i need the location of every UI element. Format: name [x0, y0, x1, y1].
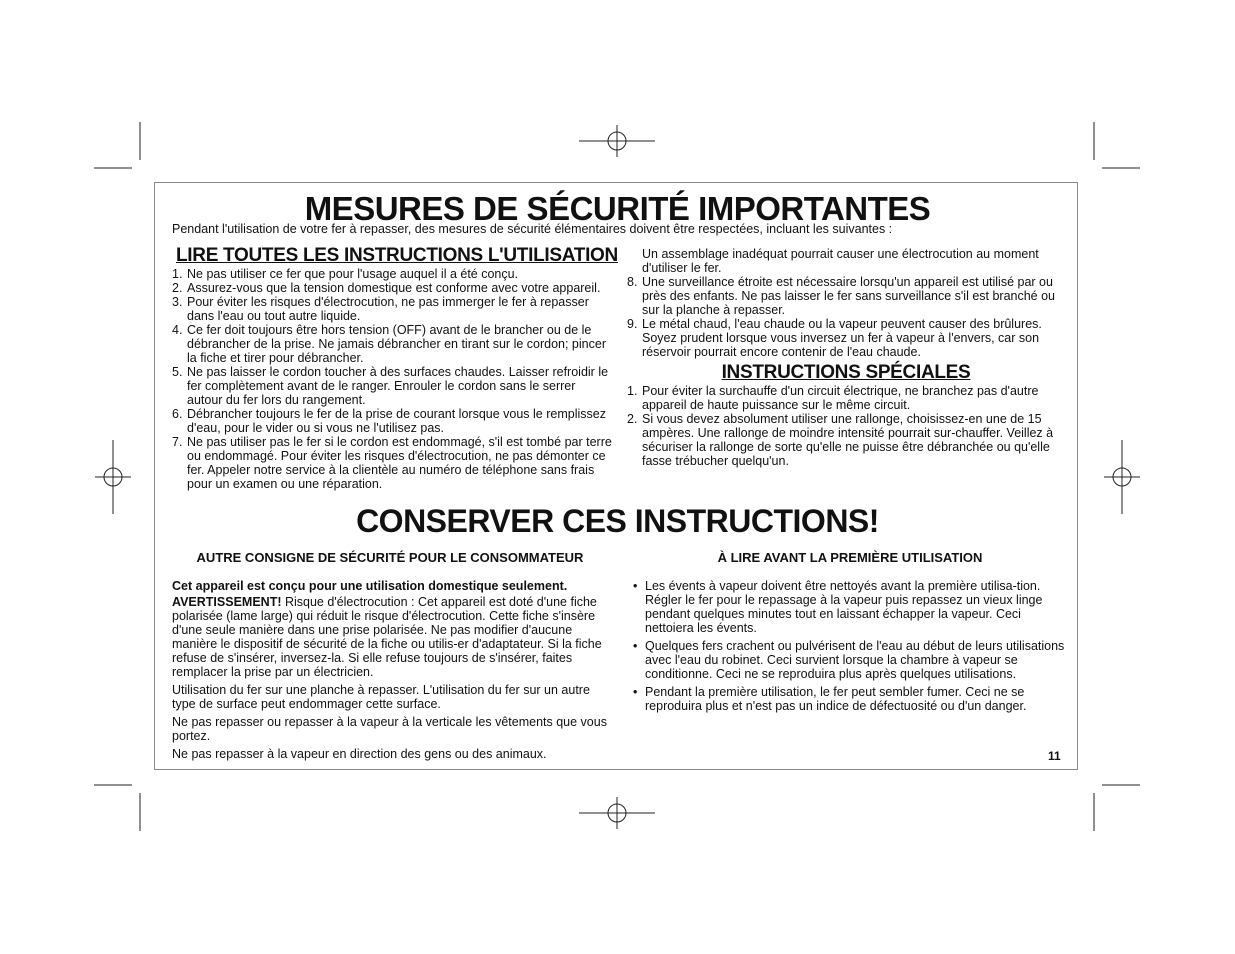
read-instructions-heading: LIRE TOUTES LES INSTRUCTIONS L'UTILISATION	[176, 245, 618, 266]
first-use-heading: À LIRE AVANT LA PREMIÈRE UTILISATION	[717, 550, 983, 565]
list-item: 9. Le métal chaud, l'eau chaude ou la vapeur peuvent causer des brûlures. Soyez prudent lorsque vous inversez un fer à vapeur à l'envers, car son réservoir pourrait encore contenir de l'eau chaude.	[627, 317, 1042, 359]
crop-mark-bottom-right	[1094, 785, 1140, 831]
list-item: • Quelques fers crachent ou pulvérisent de l'eau au début de leurs utilisations avec l'eau du robinet. Ceci survient lorsque la chambre à vapeur se conditionne. Ceci ne se reproduira plus après quelques utilisations.	[633, 639, 1065, 681]
crop-mark-bottom-left	[94, 785, 140, 831]
first-use-section	[633, 550, 1067, 717]
consumer-paragraph: Utilisation du fer sur une planche à repasser. L'utilisation du fer sur un autre type de surface peut endommager cette surface.	[172, 683, 590, 711]
page-number: 11	[1048, 749, 1061, 763]
list-item: 2. Si vous devez absolument utiliser une rallonge, choisissez-en une de 15 ampères. Une rallonge de moindre intensité pourrait sur-chauffer. Veillez à sécuriser la rallonge de sorte qu'elle ne puisse être débranchée ou qu'elle fasse trébucher quelqu'un.	[627, 412, 1054, 468]
list-item: 3. Pour éviter les risques d'électrocution, ne pas immerger le fer à repasser dans l'eau ou tout autre liquide.	[172, 295, 589, 323]
special-instructions-heading: INSTRUCTIONS SPÉCIALES	[721, 362, 971, 383]
special-instructions-list	[627, 384, 1065, 468]
first-use-list	[633, 579, 1067, 713]
intro-text: Pendant l'utilisation de votre fer à repasser, des mesures de sécurité élémentaires doivent être respectées, incluant les suivantes :	[172, 222, 893, 236]
list-item: 1. Pour éviter la surchauffe d'un circuit électrique, ne branchez pas d'autre appareil de haute puissance sur le même circuit.	[627, 384, 1039, 412]
consumer-safety-heading: AUTRE CONSIGNE DE SÉCURITÉ POUR LE CONSOMMATEUR	[196, 550, 584, 565]
bullet-icon: •	[633, 639, 638, 653]
consumer-paragraph: Ne pas repasser ou repasser à la vapeur à la verticale les vêtements que vous portez.	[172, 715, 607, 743]
crop-mark-top-left	[94, 122, 140, 168]
list-item: 7. Ne pas utiliser pas le fer si le cordon est endommagé, s'il est tombé par terre ou endommagé. Pour éviter les risques d'électrocution, ne pas démonter ce fer. Appeler notre service à la clientèle au numéro de téléphone sans frais pour un examen ou une réparation.	[172, 435, 612, 491]
list-item: 2. Assurez-vous que la tension domestique est conforme avec votre appareil.	[172, 281, 601, 295]
warning-paragraph: AVERTISSEMENT! Risque d'électrocution : Cet appareil est doté d'une fiche polarisée (lame large) qui réduit le risque d'électrocution. Cette fiche s'insère d'une seule manière dans une prise polarisée. Ne pas modifier d'aucune manière le dispositif de sécurité de la fiche ou utilis-er d'adaptateur. Si la fiche refuse de s'insérer, inversez-la. Si elle refuse toujours de s'insérer, faites remplacer la prise par un électricien.	[172, 595, 602, 679]
read-instructions-continued	[627, 247, 1065, 468]
registration-target-top	[579, 125, 655, 157]
read-instructions-list	[172, 267, 612, 491]
consumer-paragraph: Ne pas repasser à la vapeur en direction des gens ou des animaux.	[172, 747, 547, 761]
registration-target-bottom	[579, 797, 655, 829]
list-item: 6. Débrancher toujours le fer de la prise de courant lorsque vous le remplissez d'eau, pour le vider ou si vous ne l'utilisez pas.	[172, 407, 606, 435]
list-item: 5. Ne pas laisser le cordon toucher à des surfaces chaudes. Laisser refroidir le fer complètement avant de le ranger. Enrouler le cordon sans le serrer autour du fer lors du rangement.	[172, 365, 609, 407]
list-item: 1. Ne pas utiliser ce fer que pour l'usage auquel il a été conçu.	[172, 267, 519, 281]
warning-label: AVERTISSEMENT!	[172, 595, 282, 609]
consumer-safety-section	[172, 550, 608, 765]
read-instructions-list-continued	[627, 275, 1065, 359]
domestic-use-notice: Cet appareil est conçu pour une utilisation domestique seulement.	[172, 579, 568, 593]
crop-mark-top-right	[1094, 122, 1140, 168]
list-item: • Pendant la première utilisation, le fer peut sembler fumer. Ceci ne se reproduira plus et n'est pas un indice de défectuosité ou d'un danger.	[633, 685, 1027, 713]
list-item: 4. Ce fer doit toujours être hors tension (OFF) avant de le brancher ou de le débrancher de la prise. Ne jamais débrancher en tirant sur le cordon; pincer la fiche et tirer pour débrancher.	[172, 323, 606, 365]
main-title: MESURES DE SÉCURITÉ IMPORTANTES	[304, 190, 931, 227]
list-item: 8. Une surveillance étroite est nécessaire lorsqu'un appareil est utilisé par ou près des enfants. Ne pas laisser le fer sans surveillance s'il est branché ou sur la planche à repasser.	[627, 275, 1056, 317]
save-instructions-title: CONSERVER CES INSTRUCTIONS!	[356, 503, 879, 539]
continued-paragraph: Un assemblage inadéquat pourrait causer une électrocution au moment d'utiliser le fer.	[642, 247, 1039, 275]
bullet-icon: •	[633, 579, 638, 593]
bullet-icon: •	[633, 685, 638, 699]
read-instructions-section	[172, 245, 618, 491]
registration-target-left	[95, 440, 131, 514]
registration-target-right	[1104, 440, 1140, 514]
list-item: • Les évents à vapeur doivent être nettoyés avant la première utilisa-tion. Régler le fer pour le repassage à la vapeur puis repassez un vieux linge pendant quelques minutes tout en laissant échapper la vapeur. Ceci nettoiera les évents.	[633, 579, 1043, 635]
